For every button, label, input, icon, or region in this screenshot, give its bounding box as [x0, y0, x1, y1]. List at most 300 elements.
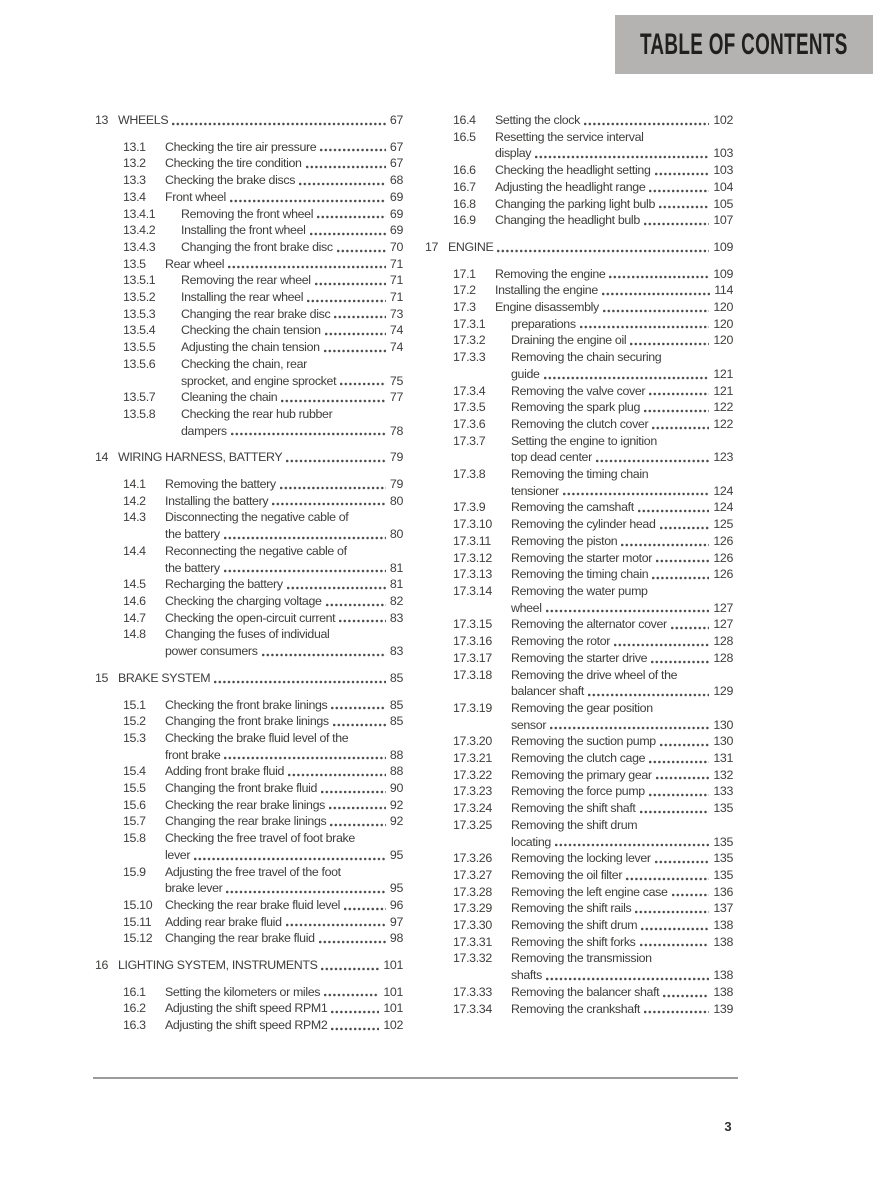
- toc-entry-page: 129: [713, 684, 733, 699]
- toc-entry-number: 17.3.4: [453, 383, 486, 398]
- toc-entry-page: 109: [713, 239, 733, 254]
- toc-entry: [425, 299, 733, 316]
- toc-entry-title: Installing the front wheel: [181, 223, 306, 238]
- toc-line: [95, 239, 403, 256]
- dot-leader: [660, 526, 710, 530]
- toc-entry-title: Rear wheel: [165, 256, 225, 271]
- toc-entry-page: 85: [389, 670, 403, 685]
- toc-entry-title: Removing the front wheel: [181, 206, 314, 221]
- toc-entry-page: 126: [713, 567, 733, 582]
- toc-entry-number: 17.3.6: [453, 416, 486, 431]
- toc-entry-title: Recharging the battery: [165, 577, 283, 592]
- toc-line: [425, 366, 733, 383]
- toc-entry-number: 16: [95, 958, 109, 973]
- toc-entry-page: 135: [713, 834, 733, 849]
- toc-entry-title: Removing the transmission: [511, 951, 652, 966]
- toc-line: [95, 576, 403, 593]
- toc-entry: [425, 583, 733, 616]
- toc-entry-number: 15.2: [123, 714, 146, 729]
- toc-entry: [425, 850, 733, 867]
- toc-entry-title: Changing the fuses of individual: [165, 627, 330, 642]
- dot-leader: [563, 492, 710, 496]
- toc-entry-page: 104: [713, 179, 733, 194]
- toc-entry-number: 15.7: [123, 814, 146, 829]
- toc-entry-title: Removing the battery: [165, 477, 276, 492]
- toc-line: [95, 172, 403, 189]
- toc-entry-number: 13.5: [123, 256, 146, 271]
- toc-entry-page: 124: [713, 500, 733, 515]
- toc-line: [425, 332, 733, 349]
- toc-line: [425, 984, 733, 1001]
- toc-entry: [95, 610, 403, 627]
- toc-entry-number: 17.3.28: [453, 884, 492, 899]
- toc-line: [425, 179, 733, 196]
- toc-entry-title: balancer shaft: [511, 684, 584, 699]
- toc-entry-title: dampers: [181, 423, 227, 438]
- toc-line: [425, 416, 733, 433]
- toc-entry-page: 69: [389, 223, 403, 238]
- toc-line: [425, 717, 733, 734]
- toc-line: [425, 767, 733, 784]
- toc-entry: [425, 266, 733, 283]
- toc-entry-title: Removing the shift drum: [511, 817, 638, 832]
- toc-line: [95, 373, 403, 390]
- dot-leader: [626, 877, 709, 881]
- toc-line: [425, 950, 733, 967]
- dot-leader: [339, 619, 386, 623]
- toc-entry-title: top dead center: [511, 450, 592, 465]
- dot-leader: [224, 536, 386, 540]
- toc-entry-title: Draining the engine oil: [511, 333, 627, 348]
- toc-entry-number: 17.3.19: [453, 700, 492, 715]
- toc-entry-page: 132: [713, 767, 733, 782]
- toc-entry-title: Checking the tire condition: [165, 156, 302, 171]
- toc-entry-title: locating: [511, 834, 551, 849]
- dot-leader: [214, 680, 386, 684]
- toc-entry-number: 17.3.32: [453, 951, 492, 966]
- toc-entry-number: 15.12: [123, 931, 153, 946]
- toc-line: [425, 934, 733, 951]
- toc-entry-page: 122: [713, 400, 733, 415]
- toc-line: [95, 847, 403, 864]
- toc-line: [95, 112, 403, 129]
- dot-leader: [635, 910, 709, 914]
- toc-entry-title: lever: [165, 847, 191, 862]
- toc-entry: [95, 730, 403, 763]
- toc-entry-page: 135: [713, 867, 733, 882]
- toc-line: [425, 1001, 733, 1018]
- toc-entry: [95, 1000, 403, 1017]
- toc-entry-number: 14.4: [123, 543, 146, 558]
- dot-leader: [325, 332, 386, 336]
- toc-line: [425, 399, 733, 416]
- dot-leader: [603, 309, 709, 313]
- toc-entry-title: Changing the front brake fluid: [165, 781, 318, 796]
- toc-entry-page: 128: [713, 650, 733, 665]
- toc-entry-number: 17.3.25: [453, 817, 492, 832]
- toc-entry-page: 138: [713, 918, 733, 933]
- toc-entry-title: Adjusting the shift speed RPM1: [165, 1001, 328, 1016]
- dot-leader: [317, 215, 386, 219]
- toc-entry-number: 17.3.5: [453, 400, 486, 415]
- toc-entry-title: LIGHTING SYSTEM, INSTRUMENTS: [118, 958, 318, 973]
- toc-line: [95, 593, 403, 610]
- toc-entry-title: Setting the clock: [495, 113, 580, 127]
- toc-entry: [95, 476, 403, 493]
- toc-entry-page: 74: [389, 323, 403, 338]
- toc-entry-number: 13: [95, 113, 109, 127]
- toc-line: [425, 516, 733, 533]
- toc-line: [95, 747, 403, 764]
- toc-entry: [95, 155, 403, 172]
- dot-leader: [321, 967, 379, 971]
- toc-line: [95, 306, 403, 323]
- toc-entry-title: Adjusting the free travel of the foot: [165, 864, 341, 879]
- toc-line: [425, 917, 733, 934]
- toc-entry-number: 17.3.15: [453, 617, 492, 632]
- toc-entry-number: 17.3.13: [453, 567, 492, 582]
- toc-entry-title: Removing the clutch cage: [511, 751, 646, 766]
- toc-entry-title: Removing the alternator cover: [511, 617, 667, 632]
- toc-entry-page: 105: [713, 196, 733, 211]
- toc-line: [95, 543, 403, 560]
- dot-leader: [286, 923, 386, 927]
- toc-entry-title: Removing the gear position: [511, 700, 653, 715]
- dot-leader: [172, 122, 386, 126]
- toc-entry-number: 13.5.3: [123, 306, 156, 321]
- toc-entry: [95, 339, 403, 356]
- toc-entry-page: 133: [713, 784, 733, 799]
- toc-entry-number: 17.3.29: [453, 901, 492, 916]
- dot-leader: [656, 776, 710, 780]
- toc-entry-number: 13.4.3: [123, 239, 156, 254]
- toc-entry-title: guide: [511, 366, 540, 381]
- toc-entry-number: 17.3.30: [453, 918, 492, 933]
- toc-entry-page: 109: [713, 266, 733, 281]
- dot-leader: [224, 756, 386, 760]
- toc-line: [425, 700, 733, 717]
- toc-entry: [425, 196, 733, 213]
- toc-line: [425, 566, 733, 583]
- toc-entry-page: 95: [389, 881, 403, 896]
- toc-entry: [425, 867, 733, 884]
- dot-leader: [546, 609, 710, 613]
- toc-line: [425, 750, 733, 767]
- toc-entry-page: 78: [389, 423, 403, 438]
- toc-entry-title: Removing the valve cover: [511, 383, 646, 398]
- toc-line: [95, 626, 403, 643]
- toc-entry-title: Checking the open-circuit current: [165, 610, 336, 625]
- toc-entry: [425, 533, 733, 550]
- toc-entry-number: 16.5: [453, 129, 476, 144]
- toc-entry-title: Checking the tire air pressure: [165, 139, 317, 154]
- toc-entry: [425, 466, 733, 499]
- toc-entry-page: 74: [389, 340, 403, 355]
- toc-line: [95, 206, 403, 223]
- toc-entry-page: 79: [389, 450, 403, 465]
- toc-entry-page: 101: [383, 984, 403, 999]
- toc-entry-title: Removing the spark plug: [511, 400, 641, 415]
- toc-entry-page: 135: [713, 851, 733, 866]
- toc-entry-page: 71: [389, 273, 403, 288]
- toc-entry-page: 88: [389, 764, 403, 779]
- toc-line: [425, 650, 733, 667]
- dot-leader: [602, 292, 710, 296]
- toc-entry: [425, 984, 733, 1001]
- toc-entry-page: 124: [713, 483, 733, 498]
- toc-entry-number: 17.3.24: [453, 801, 492, 816]
- toc-entry-title: Removing the chain securing: [511, 350, 662, 365]
- toc-entry: [95, 172, 403, 189]
- toc-line: [425, 316, 733, 333]
- toc-entry-title: Removing the timing chain: [511, 567, 649, 582]
- footer-rule: [93, 1077, 738, 1079]
- toc-line: [425, 884, 733, 901]
- toc-entry-title: Checking the chain, rear: [181, 356, 307, 371]
- toc-entry-page: 90: [389, 781, 403, 796]
- dot-leader: [544, 376, 710, 380]
- toc-entry: [95, 864, 403, 897]
- toc-line: [95, 339, 403, 356]
- toc-entry-title: Checking the brake discs: [165, 173, 296, 188]
- toc-entry-number: 17.3.18: [453, 667, 492, 682]
- toc-entry-page: 92: [389, 814, 403, 829]
- dot-leader: [621, 543, 709, 547]
- toc-line: [95, 697, 403, 714]
- toc-line: [95, 509, 403, 526]
- toc-entry-title: Checking the headlight setting: [495, 163, 651, 178]
- toc-entry-number: 17.3.11: [453, 533, 491, 548]
- dot-leader: [272, 502, 386, 506]
- toc-entry-page: 96: [389, 897, 403, 912]
- dot-leader: [306, 165, 386, 169]
- toc-line: [95, 560, 403, 577]
- toc-entry-page: 97: [389, 914, 403, 929]
- toc-entry-page: 82: [389, 593, 403, 608]
- toc-entry: [425, 917, 733, 934]
- toc-entry-page: 120: [713, 333, 733, 348]
- toc-entry: [95, 493, 403, 510]
- toc-entry-title: Removing the timing chain: [511, 467, 649, 482]
- toc-entry-page: 73: [389, 306, 403, 321]
- toc-entry-number: 17.3.27: [453, 867, 492, 882]
- toc-entry: [95, 406, 403, 439]
- toc-entry-page: 107: [713, 213, 733, 228]
- toc-line: [95, 813, 403, 830]
- toc-entry: [95, 626, 403, 659]
- toc-entry-page: 131: [713, 751, 733, 766]
- toc-entry-title: Removing the locking lever: [511, 851, 651, 866]
- toc-entry-title: front brake: [165, 747, 221, 762]
- toc-line: [95, 493, 403, 510]
- toc-entry-title: Engine disassembly: [495, 300, 599, 315]
- toc-entry-number: 17.3.31: [453, 934, 492, 949]
- toc-entry: [95, 272, 403, 289]
- toc-line: [425, 282, 733, 299]
- toc-entry-page: 102: [383, 1018, 403, 1033]
- dot-leader: [228, 265, 386, 269]
- toc-entry-title: shafts: [511, 968, 542, 983]
- dot-leader: [644, 409, 709, 413]
- toc-entry: [95, 763, 403, 780]
- toc-entry-number: 15.3: [123, 730, 146, 745]
- toc-entry: [95, 914, 403, 931]
- dot-leader: [672, 893, 710, 897]
- toc-line: [95, 222, 403, 239]
- toc-entry-number: 17.3.2: [453, 333, 486, 348]
- toc-entry-title: Changing the front brake disc: [181, 239, 333, 254]
- toc-entry-number: 13.5.5: [123, 340, 156, 355]
- dot-leader: [288, 773, 386, 777]
- toc-content: [95, 112, 733, 1034]
- toc-entry-title: Removing the cylinder head: [511, 517, 656, 532]
- toc-line: [95, 406, 403, 423]
- toc-entry: [95, 576, 403, 593]
- toc-entry-title: Adjusting the headlight range: [495, 179, 646, 194]
- dot-leader: [331, 1010, 379, 1014]
- toc-entry-number: 16.9: [453, 213, 476, 228]
- toc-entry-page: 102: [713, 113, 733, 127]
- toc-line: [95, 830, 403, 847]
- toc-entry-page: 77: [389, 390, 403, 405]
- toc-entry: [95, 780, 403, 797]
- dot-leader: [640, 943, 710, 947]
- toc-entry-number: 15.1: [123, 697, 146, 712]
- toc-entry-title: Removing the crankshaft: [511, 1001, 641, 1016]
- dot-leader: [324, 993, 379, 997]
- toc-entry-title: WIRING HARNESS, BATTERY: [118, 450, 283, 465]
- toc-line: [95, 356, 403, 373]
- dot-leader: [644, 222, 710, 226]
- toc-entry-page: 81: [389, 577, 403, 592]
- dot-leader: [320, 148, 386, 152]
- toc-entry-number: 17.3.20: [453, 734, 492, 749]
- toc-entry: [95, 593, 403, 610]
- toc-entry-number: 17.3: [453, 300, 476, 315]
- dot-leader: [307, 299, 386, 303]
- toc-entry-title: the battery: [165, 527, 220, 542]
- toc-entry: [95, 189, 403, 206]
- toc-entry: [425, 1001, 733, 1018]
- toc-entry-number: 15.9: [123, 864, 146, 879]
- dot-leader: [310, 232, 386, 236]
- toc-entry-number: 14.6: [123, 593, 146, 608]
- toc-entry-number: 13.3: [123, 173, 146, 188]
- toc-entry: [425, 884, 733, 901]
- toc-entry-page: 138: [713, 968, 733, 983]
- toc-entry-title: Front wheel: [165, 189, 226, 204]
- toc-line: [95, 713, 403, 730]
- toc-entry-number: 15: [95, 670, 109, 685]
- toc-entry-number: 17.3.17: [453, 650, 492, 665]
- toc-entry-number: 17.3.10: [453, 517, 492, 532]
- toc-entry: [95, 713, 403, 730]
- toc-line: [95, 780, 403, 797]
- toc-entry-title: Reconnecting the negative cable of: [165, 543, 347, 558]
- dot-leader: [649, 392, 709, 396]
- toc-entry: [95, 1017, 403, 1034]
- toc-entry-title: Checking the chain tension: [181, 323, 321, 338]
- toc-entry-number: 13.5.1: [123, 273, 156, 288]
- dot-leader: [655, 172, 710, 176]
- dot-leader: [497, 249, 709, 253]
- toc-line: [425, 867, 733, 884]
- toc-entry-title: Removing the left engine case: [511, 884, 668, 899]
- toc-entry: [425, 383, 733, 400]
- toc-entry-page: 130: [713, 717, 733, 732]
- toc-column-1: [95, 112, 403, 1034]
- dot-leader: [319, 940, 386, 944]
- dot-leader: [344, 907, 386, 911]
- dot-leader: [649, 793, 710, 797]
- toc-line: [95, 880, 403, 897]
- toc-entry-title: sprocket, and engine sprocket: [181, 373, 337, 388]
- toc-entry: [425, 650, 733, 667]
- toc-line: [425, 783, 733, 800]
- toc-line: [95, 763, 403, 780]
- toc-entry-title: Checking the free travel of foot brake: [165, 831, 355, 846]
- toc-entry-number: 15.5: [123, 781, 146, 796]
- toc-line: [425, 633, 733, 650]
- toc-entry-number: 17: [425, 239, 439, 254]
- dot-leader: [331, 1027, 379, 1031]
- toc-line: [425, 533, 733, 550]
- toc-entry-page: 130: [713, 734, 733, 749]
- toc-entry-page: 80: [389, 527, 403, 542]
- toc-line: [95, 526, 403, 543]
- dot-leader: [652, 576, 709, 580]
- toc-entry: [425, 212, 733, 229]
- dot-leader: [651, 660, 709, 664]
- toc-entry-page: 138: [713, 934, 733, 949]
- toc-line: [425, 800, 733, 817]
- toc-entry-number: 14.2: [123, 493, 146, 508]
- toc-entry: [95, 289, 403, 306]
- dot-leader: [641, 927, 709, 931]
- toc-entry-title: Installing the engine: [495, 283, 598, 298]
- toc-line: [425, 299, 733, 316]
- toc-entry: [95, 139, 403, 156]
- toc-entry: [425, 416, 733, 433]
- toc-entry-number: 17.3.7: [453, 433, 486, 448]
- toc-section-entry: [95, 957, 403, 974]
- toc-entry-page: 103: [713, 146, 733, 161]
- dot-leader: [334, 315, 386, 319]
- toc-line: [425, 145, 733, 162]
- toc-entry-page: 88: [389, 747, 403, 762]
- dot-leader: [671, 626, 710, 630]
- dot-leader: [555, 843, 709, 847]
- toc-entry-number: 15.10: [123, 897, 153, 912]
- toc-entry: [425, 667, 733, 700]
- toc-entry-number: 15.8: [123, 831, 146, 846]
- toc-entry-page: 127: [713, 600, 733, 615]
- toc-entry-page: 85: [389, 697, 403, 712]
- toc-line: [425, 483, 733, 500]
- toc-line: [425, 383, 733, 400]
- dot-leader: [333, 723, 386, 727]
- toc-line: [95, 643, 403, 660]
- toc-line: [425, 239, 733, 256]
- toc-entry: [95, 543, 403, 576]
- toc-entry-title: Removing the camshaft: [511, 500, 634, 515]
- toc-entry-title: Checking the brake fluid level of the: [165, 730, 349, 745]
- toc-entry-title: Removing the clutch cover: [511, 416, 649, 431]
- toc-entry-number: 17.3.3: [453, 350, 486, 365]
- toc-entry-number: 13.5.7: [123, 390, 156, 405]
- toc-entry-title: Installing the battery: [165, 493, 269, 508]
- toc-line: [95, 423, 403, 440]
